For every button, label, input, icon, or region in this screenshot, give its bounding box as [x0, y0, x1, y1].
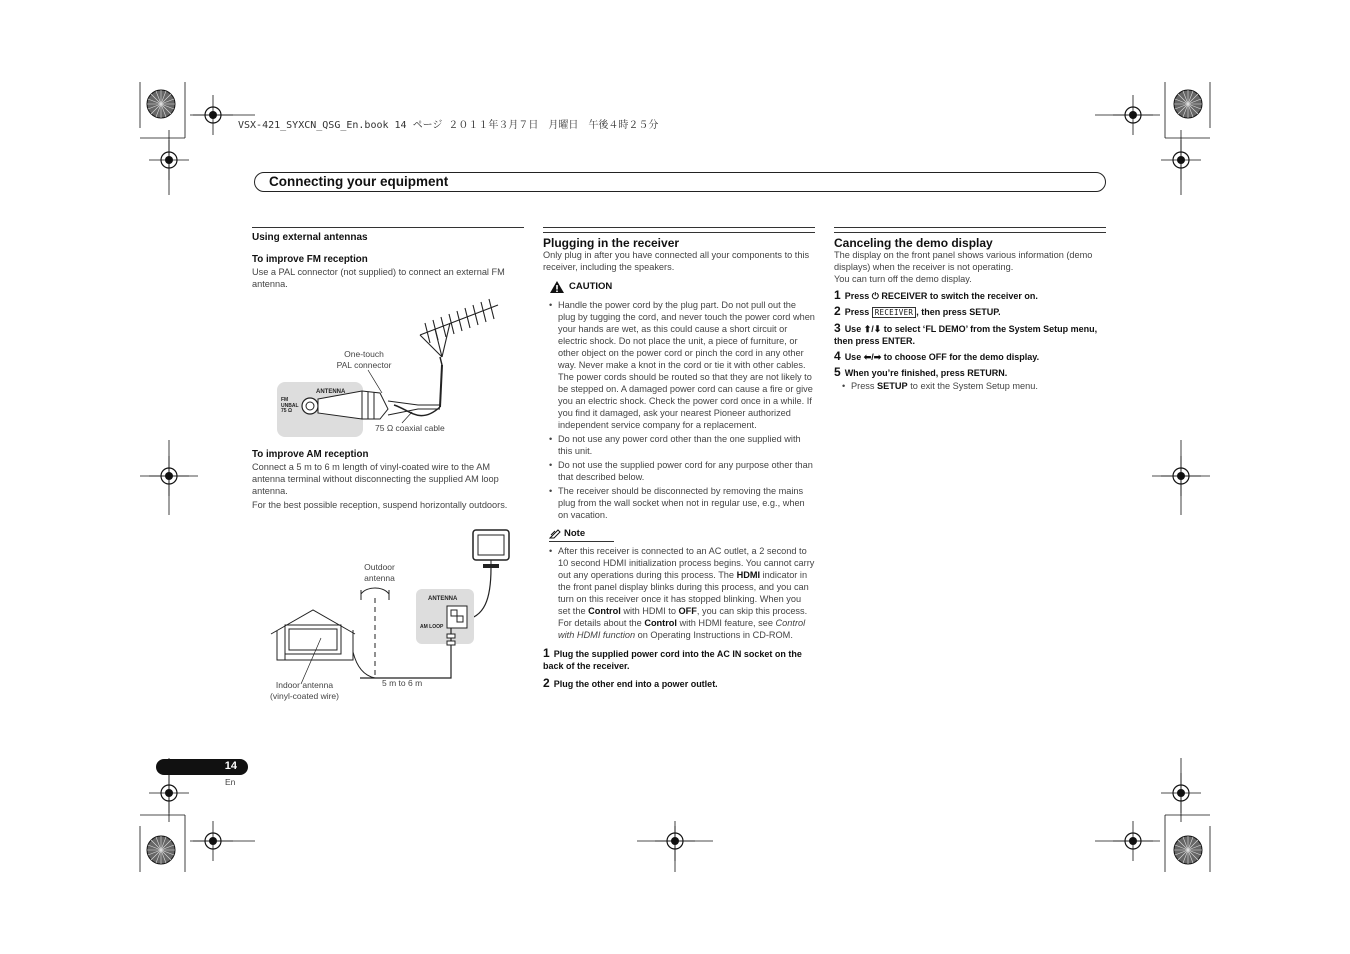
fm-heading: To improve FM reception: [252, 254, 368, 265]
am-panel-label: ANTENNA: [428, 596, 458, 602]
demo-substep: • Press SETUP to exit the System Setup menu.: [842, 380, 1106, 392]
coaxial-cable: [394, 405, 440, 416]
indoor-antenna-label: Indoor antenna (vinyl-coated wire): [270, 680, 339, 701]
house-drawing: [271, 610, 355, 660]
section-rule: [834, 227, 1106, 233]
note-list: [549, 545, 815, 641]
am-text-2: For the best possible reception, suspend horizontally outdoors.: [252, 500, 508, 510]
power-icon: ⏻: [871, 291, 879, 301]
caution-header: [549, 280, 815, 294]
section-title-antennas: Using external antennas: [252, 232, 368, 243]
fm-panel-label: ANTENNA: [316, 389, 346, 395]
pal-connector-label: One-touch PAL connector: [336, 349, 392, 370]
yagi-antenna: [420, 299, 498, 357]
fm-terminal-label: FM UNBAL 75 Ω: [281, 397, 299, 414]
demo-step-5: 5 When you’re finished, press RETURN.: [834, 365, 1008, 379]
am-loop-label: AM LOOP: [420, 624, 444, 630]
caution-list: [549, 299, 815, 521]
page-number-tab: [156, 759, 248, 775]
am-antenna-diagram: [265, 528, 525, 688]
section-title-demo: Canceling the demo display: [834, 236, 993, 250]
note-item: • After this receiver is connected to an AC outlet, a 2 second to 10 second HDMI initialization process begins. You cannot carry out any operations during this process. The HDMI indicator in the front panel display blinks during this process, and you can turn on this receiver once it has stopped blinking. When you set the Control with HDMI to OFF, you can skip this process. For details about the Control with HDMI feature, see Control with HDMI function on Operating Instructions in CD-ROM.: [549, 545, 815, 641]
left-right-arrow-icon: ⬅/➡: [863, 352, 882, 362]
caution-item: • Handle the power cord by the plug part. Do not pull out the plug by tugging the cord, and never touch the power cord when your hands are wet, as this could cause a short circuit or electric shock. Do not place the unit, a piece of furniture, or other object on the power cord or pinch the cord in any other way. Never make a knot in the cord or tie it with other cables. The power cords should be routed so that they are not likely to be stepped on. A damaged power cord can cause a fire or give you an electric shock. Check the power cord once in a while. If you find it damaged, ask your nearest Pioneer authorized independent service company for a replacement.: [549, 299, 815, 431]
caution-item: • Do not use the supplied power cord for any purpose other than that described below.: [549, 459, 815, 483]
demo-step-4: 4 Use ⬅/➡ to choose OFF for the demo display.: [834, 349, 1040, 363]
vinyl-wire: [360, 646, 451, 678]
section-rule: [252, 227, 524, 228]
middle-column: [543, 227, 815, 690]
demo-step-2: 2 Press RECEIVER , then press SETUP.: [834, 304, 1001, 318]
plug-step-2: 2 Plug the other end into a power outlet.: [543, 676, 718, 690]
file-info-header: VSX-421_SYXCN_QSG_En.book 14 ページ ２０１１年３月７日 月曜日 午後４時２５分: [238, 120, 659, 131]
caution-item: • The receiver should be disconnected by removing the mains plug from the wall socket when not in regular use, e.g., when on vacation.: [549, 485, 815, 521]
warning-icon: [549, 280, 565, 294]
plugging-intro: Only plug in after you have connected all your components to this receiver, including the speakers.: [543, 250, 810, 272]
demo-substep-list: [842, 380, 1106, 392]
demo-intro-1: The display on the front panel shows various information (demo displays) when the receiver is not operating.: [834, 250, 1093, 272]
right-column: [834, 227, 1106, 394]
am-text-1: Connect a 5 m to 6 m length of vinyl-coated wire to the AM antenna terminal without disconnecting the supplied AM loop antenna.: [252, 462, 499, 496]
receiver-key: RECEIVER: [872, 307, 917, 318]
caution-label: CAUTION: [569, 281, 613, 292]
demo-step-3: 3 Use ⬆/⬇ to select ‘FL DEMO’ from the System Setup menu, then press ENTER.: [834, 321, 1098, 346]
fm-text: Use a PAL connector (not supplied) to connect an external FM antenna.: [252, 267, 505, 289]
am-heading: To improve AM reception: [252, 449, 369, 460]
chapter-title: Connecting your equipment: [269, 174, 449, 189]
section-title-plugging: Plugging in the receiver: [543, 236, 680, 250]
outdoor-antenna-label: Outdoor antenna: [364, 562, 395, 583]
note-label: Note: [564, 528, 586, 539]
demo-intro-2: You can turn off the demo display.: [834, 274, 972, 284]
section-rule: [543, 227, 815, 233]
plug-step-1: 1 Plug the supplied power cord into the AC IN socket on the back of the receiver.: [543, 646, 802, 671]
up-down-arrow-icon: ⬆/⬇: [863, 324, 882, 334]
note-header: [549, 528, 614, 542]
wire-length-label: 5 m to 6 m: [382, 678, 423, 688]
pencil-icon: [549, 529, 561, 539]
caution-item: • Do not use any power cord other than the one supplied with this unit.: [549, 433, 815, 457]
demo-step-1: 1 Press ⏻ RECEIVER to switch the receiver on.: [834, 288, 1038, 302]
am-section: [252, 449, 524, 511]
chapter-title-bar: [254, 172, 1106, 192]
page-language: En: [225, 777, 236, 787]
coax-cable-label: 75 Ω coaxial cable: [375, 423, 445, 433]
fm-terminal: [302, 398, 318, 414]
page-number: 14: [224, 760, 237, 772]
left-column: [252, 227, 524, 290]
